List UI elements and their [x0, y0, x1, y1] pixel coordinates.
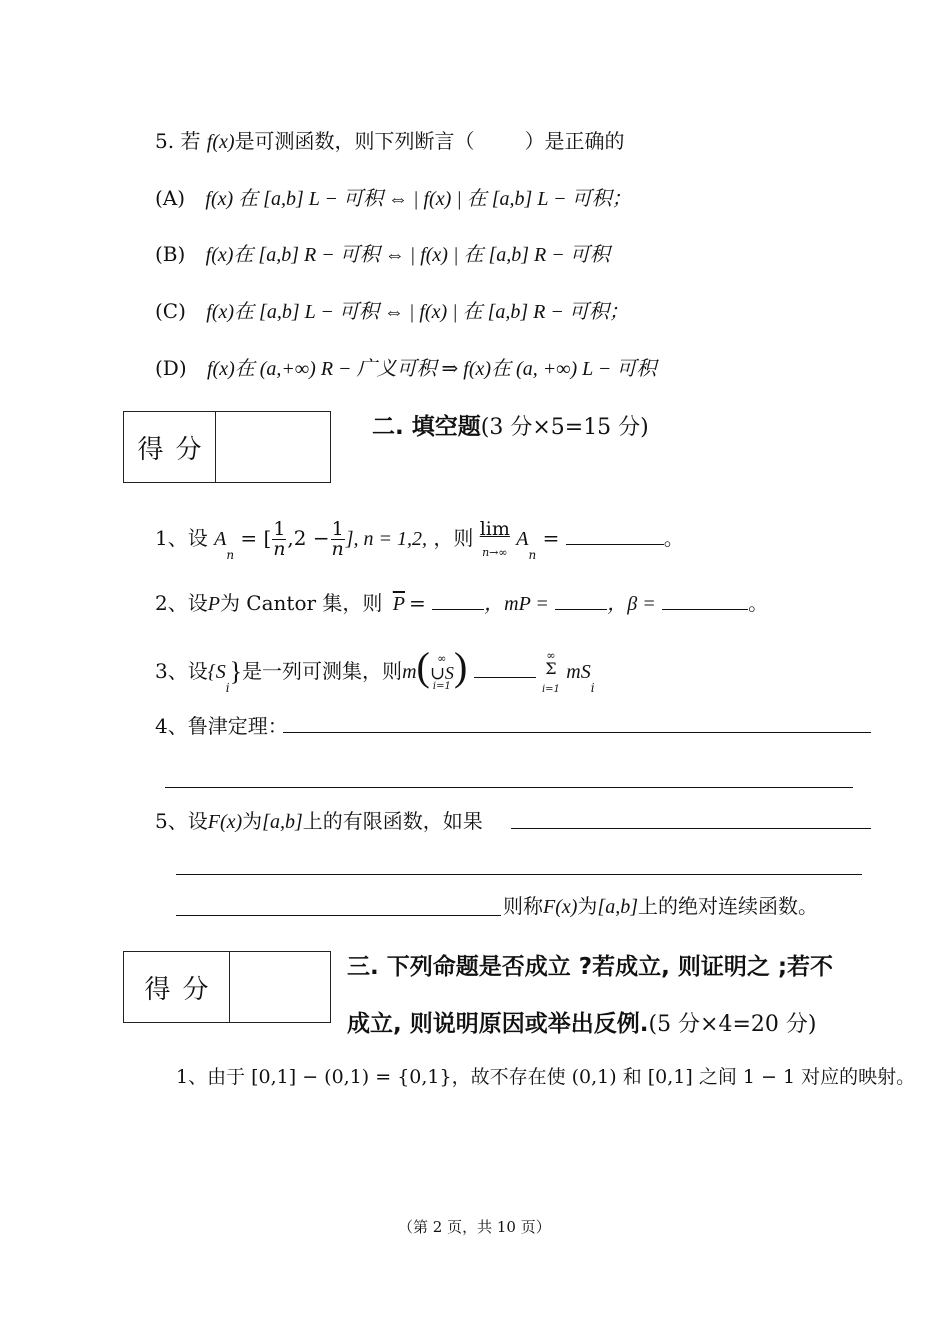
option-label: (A): [155, 186, 186, 210]
q1-subscript2: n: [528, 548, 537, 562]
fill-question-5: [155, 808, 483, 835]
q1-prefix: 1、设: [155, 526, 208, 550]
q3-set: {S: [207, 661, 226, 683]
q5f-answer-line-2[interactable]: [176, 874, 862, 875]
q3-ms: mS: [566, 661, 591, 683]
q1-set-a2: A: [516, 528, 529, 550]
q2-text: 为 Cantor 集，则: [219, 591, 383, 615]
q3-set-end: }: [229, 657, 243, 686]
option-label: (C): [155, 299, 186, 323]
q2-eq: =: [409, 591, 426, 615]
q4-answer-line-1[interactable]: [283, 732, 871, 733]
score-label: 得分: [124, 412, 216, 482]
fill-question-3: 3、设$\{S_i\}$是一列可测集，则m( ∞ ∪S i=1 ) ∞ Σ i=1 $mS_i$: [155, 644, 595, 695]
section-3-points: (5 分×4=20 分): [648, 1012, 817, 1037]
q5f-end-interval: [a,b]: [597, 896, 638, 918]
q1-then: ，则: [433, 526, 474, 550]
section-3-heading-2: 成立, 则说明原因或举出反例.: [347, 1011, 649, 1037]
q1-tail: ], n = 1,2,: [345, 528, 427, 550]
score-box-2: [123, 951, 331, 1023]
q4-answer-line-2[interactable]: [165, 787, 853, 788]
q3-relation-blank[interactable]: [474, 659, 536, 678]
q5f-answer-line-1[interactable]: [511, 828, 871, 829]
q5-stem-prefix: 5. 若: [155, 129, 207, 153]
q1-limit: lim n→∞: [479, 518, 510, 559]
q3-union: ∞ ∪S i=1: [429, 652, 454, 692]
q1-mid: ,2 −: [287, 526, 330, 550]
q5f-end-function: F(x): [543, 896, 578, 918]
option-text: f(x)在 [a,b] R − 可积 ⇔ | f(x) | 在 [a,b] R − 可积: [205, 244, 610, 266]
q5-stem-text: 是可测函数，则下列断言（: [234, 129, 475, 153]
proposition-1-text: 1、由于 [0,1] − (0,1) = {0,1}，故不存在使 (0,1) 和 [0,1] 之间 1 − 1 对应的映射。: [176, 1066, 916, 1088]
q2-blank-beta[interactable]: [662, 591, 748, 610]
q5f-end-mid: 为: [577, 894, 598, 918]
section-3-title-line-1: [347, 948, 833, 981]
section-2-points: (3 分×5=15 分): [480, 415, 649, 440]
q2-blank-closure[interactable]: [432, 591, 484, 610]
question-5-stem: [155, 128, 625, 155]
q2-period: 。: [748, 591, 769, 615]
q5f-prefix: 5、设: [155, 809, 208, 833]
q5-option-b: [155, 241, 610, 268]
score-entry-cell-2[interactable]: [230, 952, 330, 1022]
q3-set-sub: i: [225, 681, 230, 695]
q1-fraction-2: $\frac{1}{n}$: [331, 518, 344, 560]
page-footer: （第 2 页，共 10 页）: [398, 1218, 551, 1236]
q2-prefix: 2、设: [155, 591, 208, 615]
q3-m: m: [402, 661, 417, 683]
section-3-heading-1: 三. 下列命题是否成立 ?若成立, 则证明之 ;若不: [347, 954, 834, 980]
q2-closure-p: $\overline{P}$: [392, 593, 405, 615]
q1-fraction-1: $\frac{1}{n}$: [273, 518, 286, 560]
q5f-function: F(x): [207, 811, 243, 833]
q5-option-d: [155, 355, 656, 382]
q1-period: 。: [663, 526, 684, 550]
q5-option-c: [155, 298, 629, 325]
q2-blank-measure[interactable]: [555, 591, 607, 610]
section-3-title-line-2: [347, 1005, 817, 1038]
fill-question-4: [155, 713, 288, 739]
q5-stem-end: ）是正确的: [524, 129, 625, 153]
q5f-text: 为: [242, 809, 263, 833]
score-label-2: 得分: [124, 952, 230, 1022]
q3-text: 是一列可测集，则: [242, 659, 403, 683]
score-entry-cell[interactable]: [216, 412, 330, 482]
score-box: [123, 411, 331, 483]
option-text: f(x)在 (a,+∞) R − 广义可积 ⇒ f(x)在 (a, +∞) L − 可积: [207, 358, 657, 380]
q1-set-a: A: [214, 528, 227, 550]
q3-sigma: ∞ Σ i=1: [541, 649, 560, 695]
fill-question-1: [155, 520, 684, 576]
q2-beta: ，β =: [607, 593, 656, 615]
q1-eq: = [: [240, 526, 272, 550]
q2-measure: ，mP =: [484, 593, 549, 615]
q5-option-a: [155, 185, 632, 212]
q1-equals: =: [542, 526, 560, 550]
q5-stem-func: f(x): [206, 131, 235, 153]
q5f-answer-line-3[interactable]: [176, 915, 501, 916]
q1-answer-blank[interactable]: [566, 526, 664, 545]
fill-question-2: [155, 590, 768, 617]
q5f-interval: [a,b]: [262, 811, 303, 833]
q3-prefix: 3、设: [155, 659, 208, 683]
section-2-title: [372, 408, 649, 441]
q5f-end-post: 上的绝对连续函数。: [638, 894, 818, 918]
q5f-text2: 上的有限函数，如果: [302, 809, 483, 833]
q3-ms-sub: i: [590, 681, 595, 695]
option-label: (B): [155, 242, 186, 266]
option-text: f(x)在 [a,b] L − 可积 ⇔ | f(x) | 在 [a,b] R − 可积；: [206, 301, 629, 323]
section-2-heading: 二. 填空题: [372, 414, 481, 440]
proposition-1: [176, 1064, 915, 1090]
fill-question-5-end: [503, 893, 818, 920]
q2-p: P: [207, 593, 220, 615]
option-text: f(x) 在 [a,b] L − 可积 ⇔ | f(x) | 在 [a,b] L − 可积；: [205, 188, 632, 210]
option-label: (D): [155, 356, 187, 380]
q1-subscript: n: [226, 548, 235, 562]
q4-label: 4、鲁津定理：: [155, 714, 288, 738]
q5f-end-pre: 则称: [503, 894, 543, 918]
